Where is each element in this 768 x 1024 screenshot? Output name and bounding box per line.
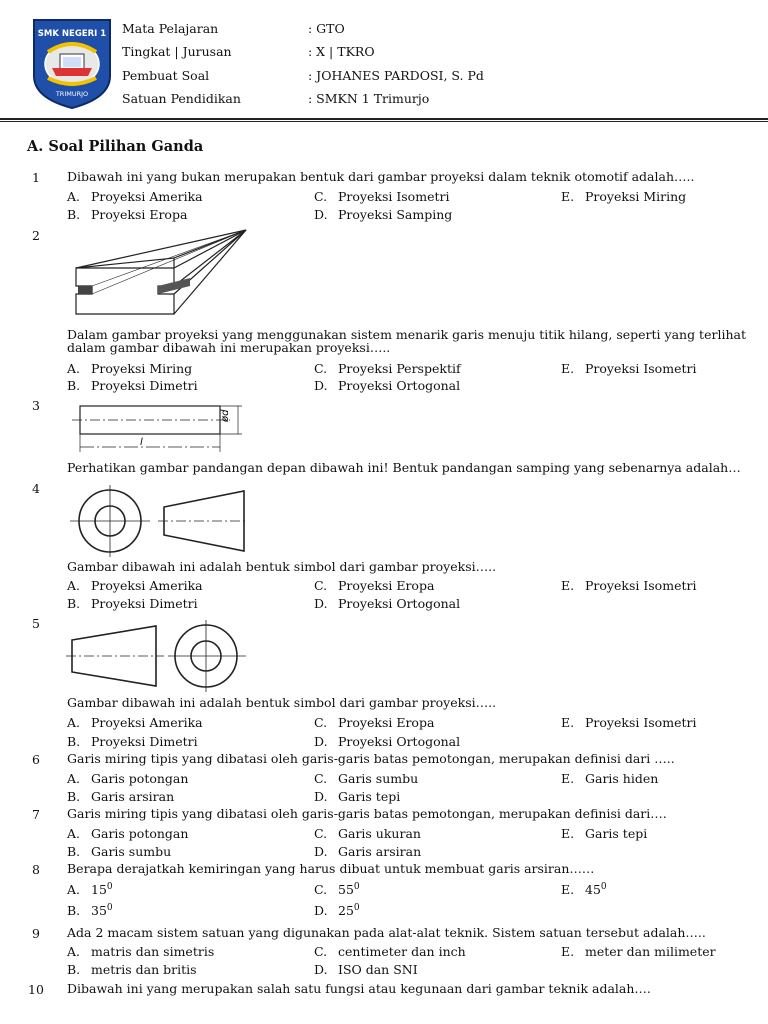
option-text: Garis sumbu <box>91 844 172 859</box>
school-logo <box>30 16 114 112</box>
option-text: Proyeksi Isometri <box>585 578 697 593</box>
option-text: Proyeksi Miring <box>91 361 193 376</box>
option-letter: C. <box>314 944 328 959</box>
option[interactable] <box>314 578 434 593</box>
question-number: 8 <box>32 862 40 877</box>
option-letter: E. <box>561 361 575 376</box>
logo-bottom-text: TRIMURJO <box>55 90 89 98</box>
option-text: 45 <box>585 882 601 898</box>
option-text: Garis arsiran <box>91 789 175 804</box>
option-text: Proyeksi Amerika <box>91 189 203 204</box>
option-letter: A. <box>67 882 81 898</box>
option[interactable] <box>67 361 192 376</box>
question-number: 7 <box>32 807 40 822</box>
header-value: : X | TKRO <box>308 44 375 59</box>
option-text: Garis potongan <box>91 826 189 841</box>
option-letter: B. <box>67 844 81 859</box>
length-label: l <box>140 437 143 448</box>
question-text: Garis miring tipis yang dibatasi oleh garis-garis batas pemotongan, merupakan definisi dari ….. <box>67 751 675 766</box>
option[interactable] <box>67 189 203 204</box>
question-number: 3 <box>32 398 40 413</box>
option[interactable] <box>314 882 360 897</box>
option[interactable] <box>67 578 203 593</box>
question-text: Berapa derajatkah kemiringan yang harus dibuat untuk membuat garis arsiran…… <box>67 861 595 876</box>
option-text: Garis potongan <box>91 771 189 786</box>
option-text: centimeter dan inch <box>338 944 466 959</box>
option-text: 15 <box>91 882 107 898</box>
option-text: 25 <box>338 903 354 919</box>
option-letter: E. <box>561 578 575 593</box>
option-text: Proyeksi Dimetri <box>91 378 198 393</box>
degree-superscript: 0 <box>600 882 607 892</box>
option[interactable] <box>67 826 188 841</box>
degree-superscript: 0 <box>106 903 113 913</box>
option-letter: D. <box>314 734 328 749</box>
option-text: metris dan britis <box>91 962 197 977</box>
option[interactable] <box>314 715 434 730</box>
option-letter: E. <box>561 826 575 841</box>
header-divider-thin <box>0 121 768 122</box>
question-number: 10 <box>28 982 44 997</box>
header-label: Tingkat | Jurusan <box>122 44 232 59</box>
diameter-label: ød <box>220 409 231 422</box>
option-text: meter dan milimeter <box>585 944 716 959</box>
option-letter: D. <box>314 844 328 859</box>
option-letter: C. <box>314 771 328 786</box>
degree-superscript: 0 <box>353 882 360 892</box>
option-text: Proyeksi Isometri <box>585 361 697 376</box>
option[interactable] <box>314 361 461 376</box>
option[interactable] <box>314 378 460 393</box>
option[interactable] <box>314 903 360 918</box>
option[interactable] <box>561 189 686 204</box>
option-letter: B. <box>67 789 81 804</box>
option-letter: E. <box>561 944 575 959</box>
option[interactable] <box>67 715 203 730</box>
option-text: Proyeksi Ortogonal <box>338 734 461 749</box>
option-letter: C. <box>314 715 328 730</box>
question-text: Perhatikan gambar pandangan depan dibawah ini! Bentuk pandangan samping yang sebenarnya adalah… <box>67 460 741 475</box>
option-letter: D. <box>314 903 328 919</box>
option-text: Garis arsiran <box>338 844 422 859</box>
option-letter: A. <box>67 944 81 959</box>
option[interactable] <box>561 771 658 786</box>
option-letter: D. <box>314 378 328 393</box>
option-text: Proyeksi Eropa <box>91 207 188 222</box>
question-text: Dibawah ini yang merupakan salah satu fungsi atau kegunaan dari gambar teknik adalah…. <box>67 981 651 996</box>
option-text: Proyeksi Dimetri <box>91 734 198 749</box>
header-label: Pembuat Soal <box>122 68 210 83</box>
option-text: Proyeksi Eropa <box>338 715 435 730</box>
header-value: : GTO <box>308 21 345 36</box>
option-letter: C. <box>314 189 328 204</box>
option[interactable] <box>314 826 421 841</box>
question-text: Gambar dibawah ini adalah bentuk simbol dari gambar proyeksi….. <box>67 559 497 574</box>
option[interactable] <box>314 189 449 204</box>
option[interactable] <box>314 944 466 959</box>
option[interactable] <box>67 962 197 977</box>
option-letter: B. <box>67 596 81 611</box>
option[interactable] <box>561 826 647 841</box>
option-letter: D. <box>314 789 328 804</box>
option-text: Proyeksi Isometri <box>585 715 697 730</box>
question-number: 2 <box>32 228 40 243</box>
option[interactable] <box>314 962 418 977</box>
option-letter: E. <box>561 189 575 204</box>
option[interactable] <box>314 844 421 859</box>
option[interactable] <box>67 207 187 222</box>
header-label: Satuan Pendidikan <box>122 91 241 106</box>
option-letter: C. <box>314 826 328 841</box>
question-number: 1 <box>32 170 40 185</box>
option-letter: B. <box>67 903 81 919</box>
header-value: : SMKN 1 Trimurjo <box>308 91 430 106</box>
option[interactable] <box>561 882 607 897</box>
option[interactable] <box>67 844 171 859</box>
header-value: : JOHANES PARDOSI, S. Pd <box>308 68 484 83</box>
option-letter: A. <box>67 361 81 376</box>
question-text: Gambar dibawah ini adalah bentuk simbol dari gambar proyeksi….. <box>67 695 497 710</box>
option-letter: A. <box>67 826 81 841</box>
option[interactable] <box>314 771 418 786</box>
option-text: Proyeksi Amerika <box>91 715 203 730</box>
option[interactable] <box>314 734 460 749</box>
option[interactable] <box>67 903 113 918</box>
option-text: Garis ukuran <box>338 826 421 841</box>
question-text: Dalam gambar proyeksi yang menggunakan sistem menarik garis menuju titik hilang, seperti yang terlihat dalam gambar dibawah ini merupakan proyeksi….. <box>67 327 746 355</box>
option-text: Proyeksi Dimetri <box>91 596 198 611</box>
option[interactable] <box>561 361 696 376</box>
option-letter: A. <box>67 771 81 786</box>
option-letter: B. <box>67 962 81 977</box>
option-letter: A. <box>67 189 81 204</box>
option[interactable] <box>67 882 113 897</box>
option-letter: D. <box>314 962 328 977</box>
option-text: matris dan simetris <box>91 944 215 959</box>
option[interactable] <box>314 207 452 222</box>
question-text: Dibawah ini yang bukan merupakan bentuk dari gambar proyeksi dalam teknik otomotif adalah….. <box>67 169 695 184</box>
option-letter: B. <box>67 734 81 749</box>
option-text: ISO dan SNI <box>338 962 418 977</box>
option-letter: A. <box>67 578 81 593</box>
question-text: Garis miring tipis yang dibatasi oleh garis-garis batas pemotongan, merupakan definisi dari…. <box>67 806 667 821</box>
option-text: Proyeksi Miring <box>585 189 687 204</box>
option-text: Garis tepi <box>338 789 401 804</box>
option-text: Proyeksi Ortogonal <box>338 596 461 611</box>
option-letter: D. <box>314 207 328 222</box>
question-number: 4 <box>32 481 40 496</box>
option[interactable] <box>314 789 400 804</box>
option-letter: C. <box>314 578 328 593</box>
option[interactable] <box>67 596 198 611</box>
perspective-drawing <box>70 228 250 320</box>
projection-symbol-third-angle <box>64 620 250 692</box>
option-letter: B. <box>67 207 81 222</box>
option[interactable] <box>67 378 198 393</box>
option-letter: E. <box>561 715 575 730</box>
option-text: Proyeksi Isometri <box>338 189 450 204</box>
question-text: Ada 2 macam sistem satuan yang digunakan pada alat-alat teknik. Sistem satuan tersebut adalah….. <box>67 925 706 940</box>
option-letter: C. <box>314 361 328 376</box>
option-text: Proyeksi Amerika <box>91 578 203 593</box>
degree-superscript: 0 <box>106 882 113 892</box>
option-text: 35 <box>91 903 107 919</box>
option-text: 55 <box>338 882 354 898</box>
question-number: 9 <box>32 926 40 941</box>
option[interactable] <box>561 944 716 959</box>
projection-symbol-first-angle <box>70 485 250 557</box>
option-text: Proyeksi Perspektif <box>338 361 461 376</box>
option[interactable] <box>67 771 188 786</box>
option-text: Garis hiden <box>585 771 659 786</box>
option[interactable] <box>561 715 696 730</box>
option[interactable] <box>314 596 460 611</box>
option-letter: E. <box>561 882 575 898</box>
option[interactable] <box>561 578 696 593</box>
option-letter: D. <box>314 596 328 611</box>
logo-top-text: SMK NEGERI 1 <box>37 29 107 39</box>
option[interactable] <box>67 944 214 959</box>
option-letter: A. <box>67 715 81 730</box>
cylinder-front-view <box>70 400 254 456</box>
section-title: A. Soal Pilihan Ganda <box>27 138 204 155</box>
option-text: Garis sumbu <box>338 771 419 786</box>
option-text: Proyeksi Samping <box>338 207 453 222</box>
option-text: Garis tepi <box>585 826 648 841</box>
option-letter: E. <box>561 771 575 786</box>
question-number: 6 <box>32 752 40 767</box>
option-letter: B. <box>67 378 81 393</box>
option[interactable] <box>67 734 198 749</box>
degree-superscript: 0 <box>353 903 360 913</box>
header-divider <box>0 118 768 120</box>
option[interactable] <box>67 789 174 804</box>
question-number: 5 <box>32 616 40 631</box>
option-text: Proyeksi Eropa <box>338 578 435 593</box>
header-label: Mata Pelajaran <box>122 21 219 36</box>
option-letter: C. <box>314 882 328 898</box>
option-text: Proyeksi Ortogonal <box>338 378 461 393</box>
